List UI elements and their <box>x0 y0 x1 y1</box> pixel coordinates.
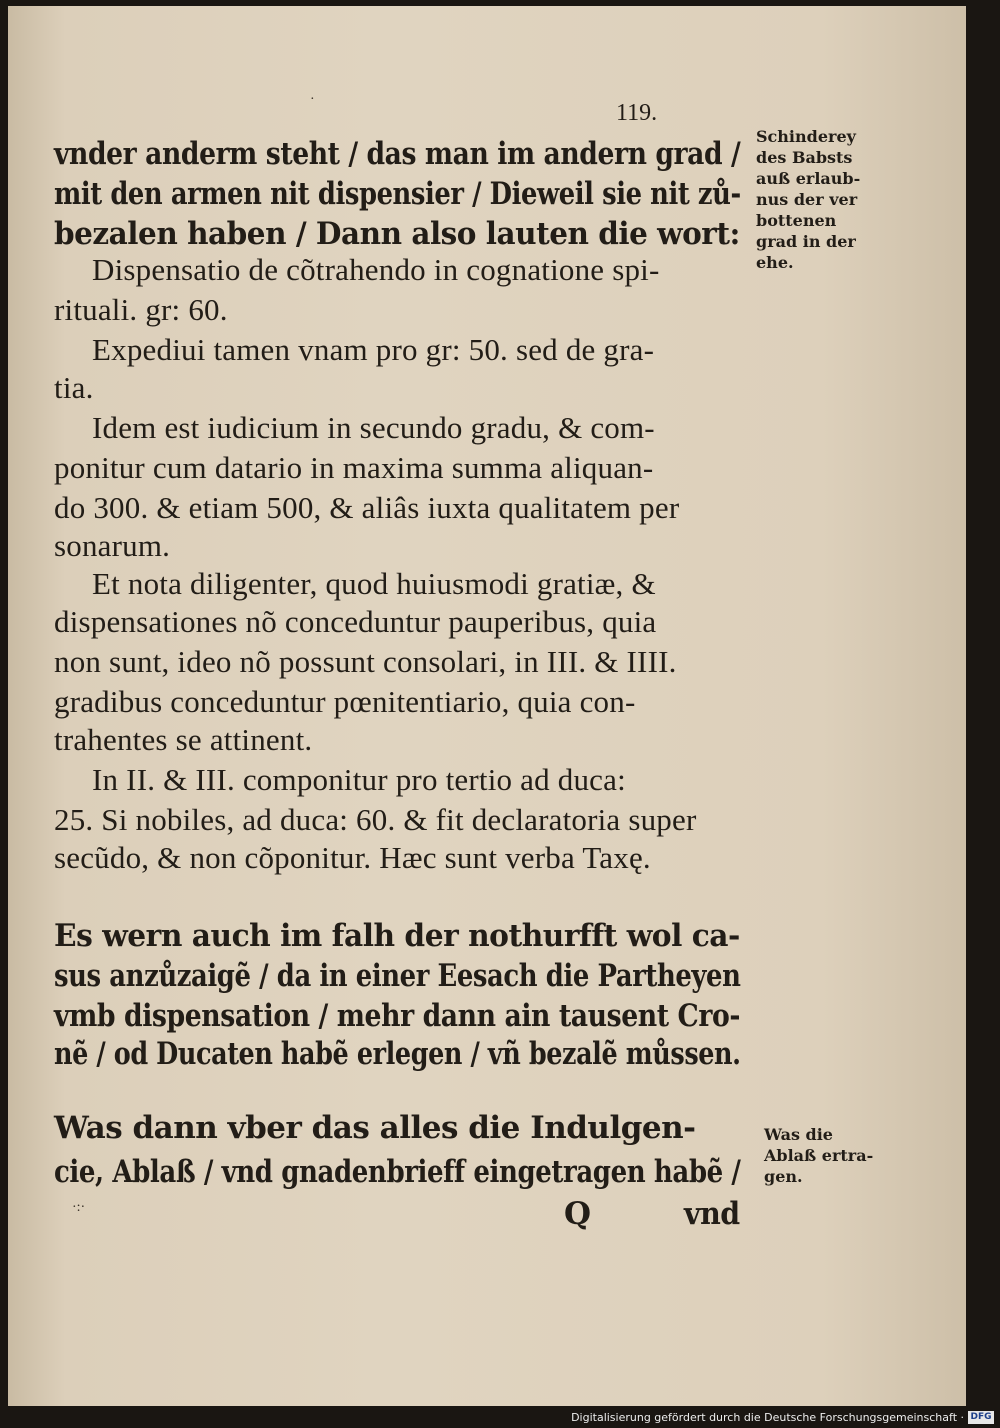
dfg-logo: DFG <box>968 1411 994 1424</box>
text-line: In II. & III. componitur pro tertio ad duca: <box>92 762 626 797</box>
text-line: tia. <box>54 370 94 405</box>
text-line: Expediui tamen vnam pro gr: 50. sed de gra- <box>92 332 655 367</box>
text-line: bezalen haben / Dann also lauten die wort: <box>54 216 740 252</box>
margin-note: Was die Ablaß ertra- gen. <box>764 1125 874 1186</box>
text-line: 25. Si nobiles, ad duca: 60. & fit declaratoria super <box>54 802 697 837</box>
margin-note: Schinderey des Babsts auß erlaub- nus der ver bottenen grad in der ehe. <box>756 127 861 272</box>
text-line: non sunt, ideo nõ possunt consolari, in III. & IIII. <box>54 644 677 679</box>
text-line: gradibus conceduntur pœnitentiario, quia con- <box>54 684 636 719</box>
text-line: Es wern auch im falh der nothurfft wol ca- <box>54 918 740 954</box>
stray-mark-bottom: ·:· <box>72 1200 86 1215</box>
text-line: sus anzůzaigẽ / da in einer Eesach die Partheyen <box>54 958 741 994</box>
text-line: nẽ / od Ducaten habẽ erlegen / vñ bezalẽ můssen. <box>54 1036 741 1072</box>
text-line: mit den armen nit dispensier / Dieweil sie nit zů- <box>54 176 741 212</box>
text-line: cie, Ablaß / vnd gnadenbrieff eingetragen habẽ / <box>54 1154 741 1190</box>
text-line: secũdo, & non cõponitur. Hæc sunt verba Taxę. <box>54 840 651 875</box>
text-line: do 300. & etiam 500, & aliâs iuxta qualitatem per <box>54 490 680 525</box>
text-line: sonarum. <box>54 528 171 563</box>
folio-number: 119. <box>616 100 658 126</box>
stray-mark-top: · <box>310 92 315 107</box>
text-line: vmb dispensation / mehr dann ain tausent Cro- <box>54 998 740 1034</box>
catchword: vnd <box>684 1196 740 1232</box>
text-line: Dispensatio de cõtrahendo in cognatione spi- <box>92 252 660 287</box>
text-line: Was dann vber das alles die Indulgen- <box>54 1110 696 1146</box>
text-line: Idem est iudicium in secundo gradu, & com- <box>92 410 655 445</box>
footer-credit: Digitalisierung gefördert durch die Deutsche Forschungsgemeinschaft · <box>571 1411 964 1424</box>
signature-mark: Q <box>564 1196 591 1232</box>
text-line: vnder anderm steht / das man im andern grad / <box>54 136 741 172</box>
text-line: dispensationes nõ conceduntur pauperibus, quia <box>54 604 657 639</box>
text-line: rituali. gr: 60. <box>54 292 228 327</box>
text-line: trahentes se attinent. <box>54 722 313 757</box>
text-line: Et nota diligenter, quod huiusmodi gratiæ, & <box>92 566 656 601</box>
text-line: ponitur cum datario in maxima summa aliquan- <box>54 450 654 485</box>
